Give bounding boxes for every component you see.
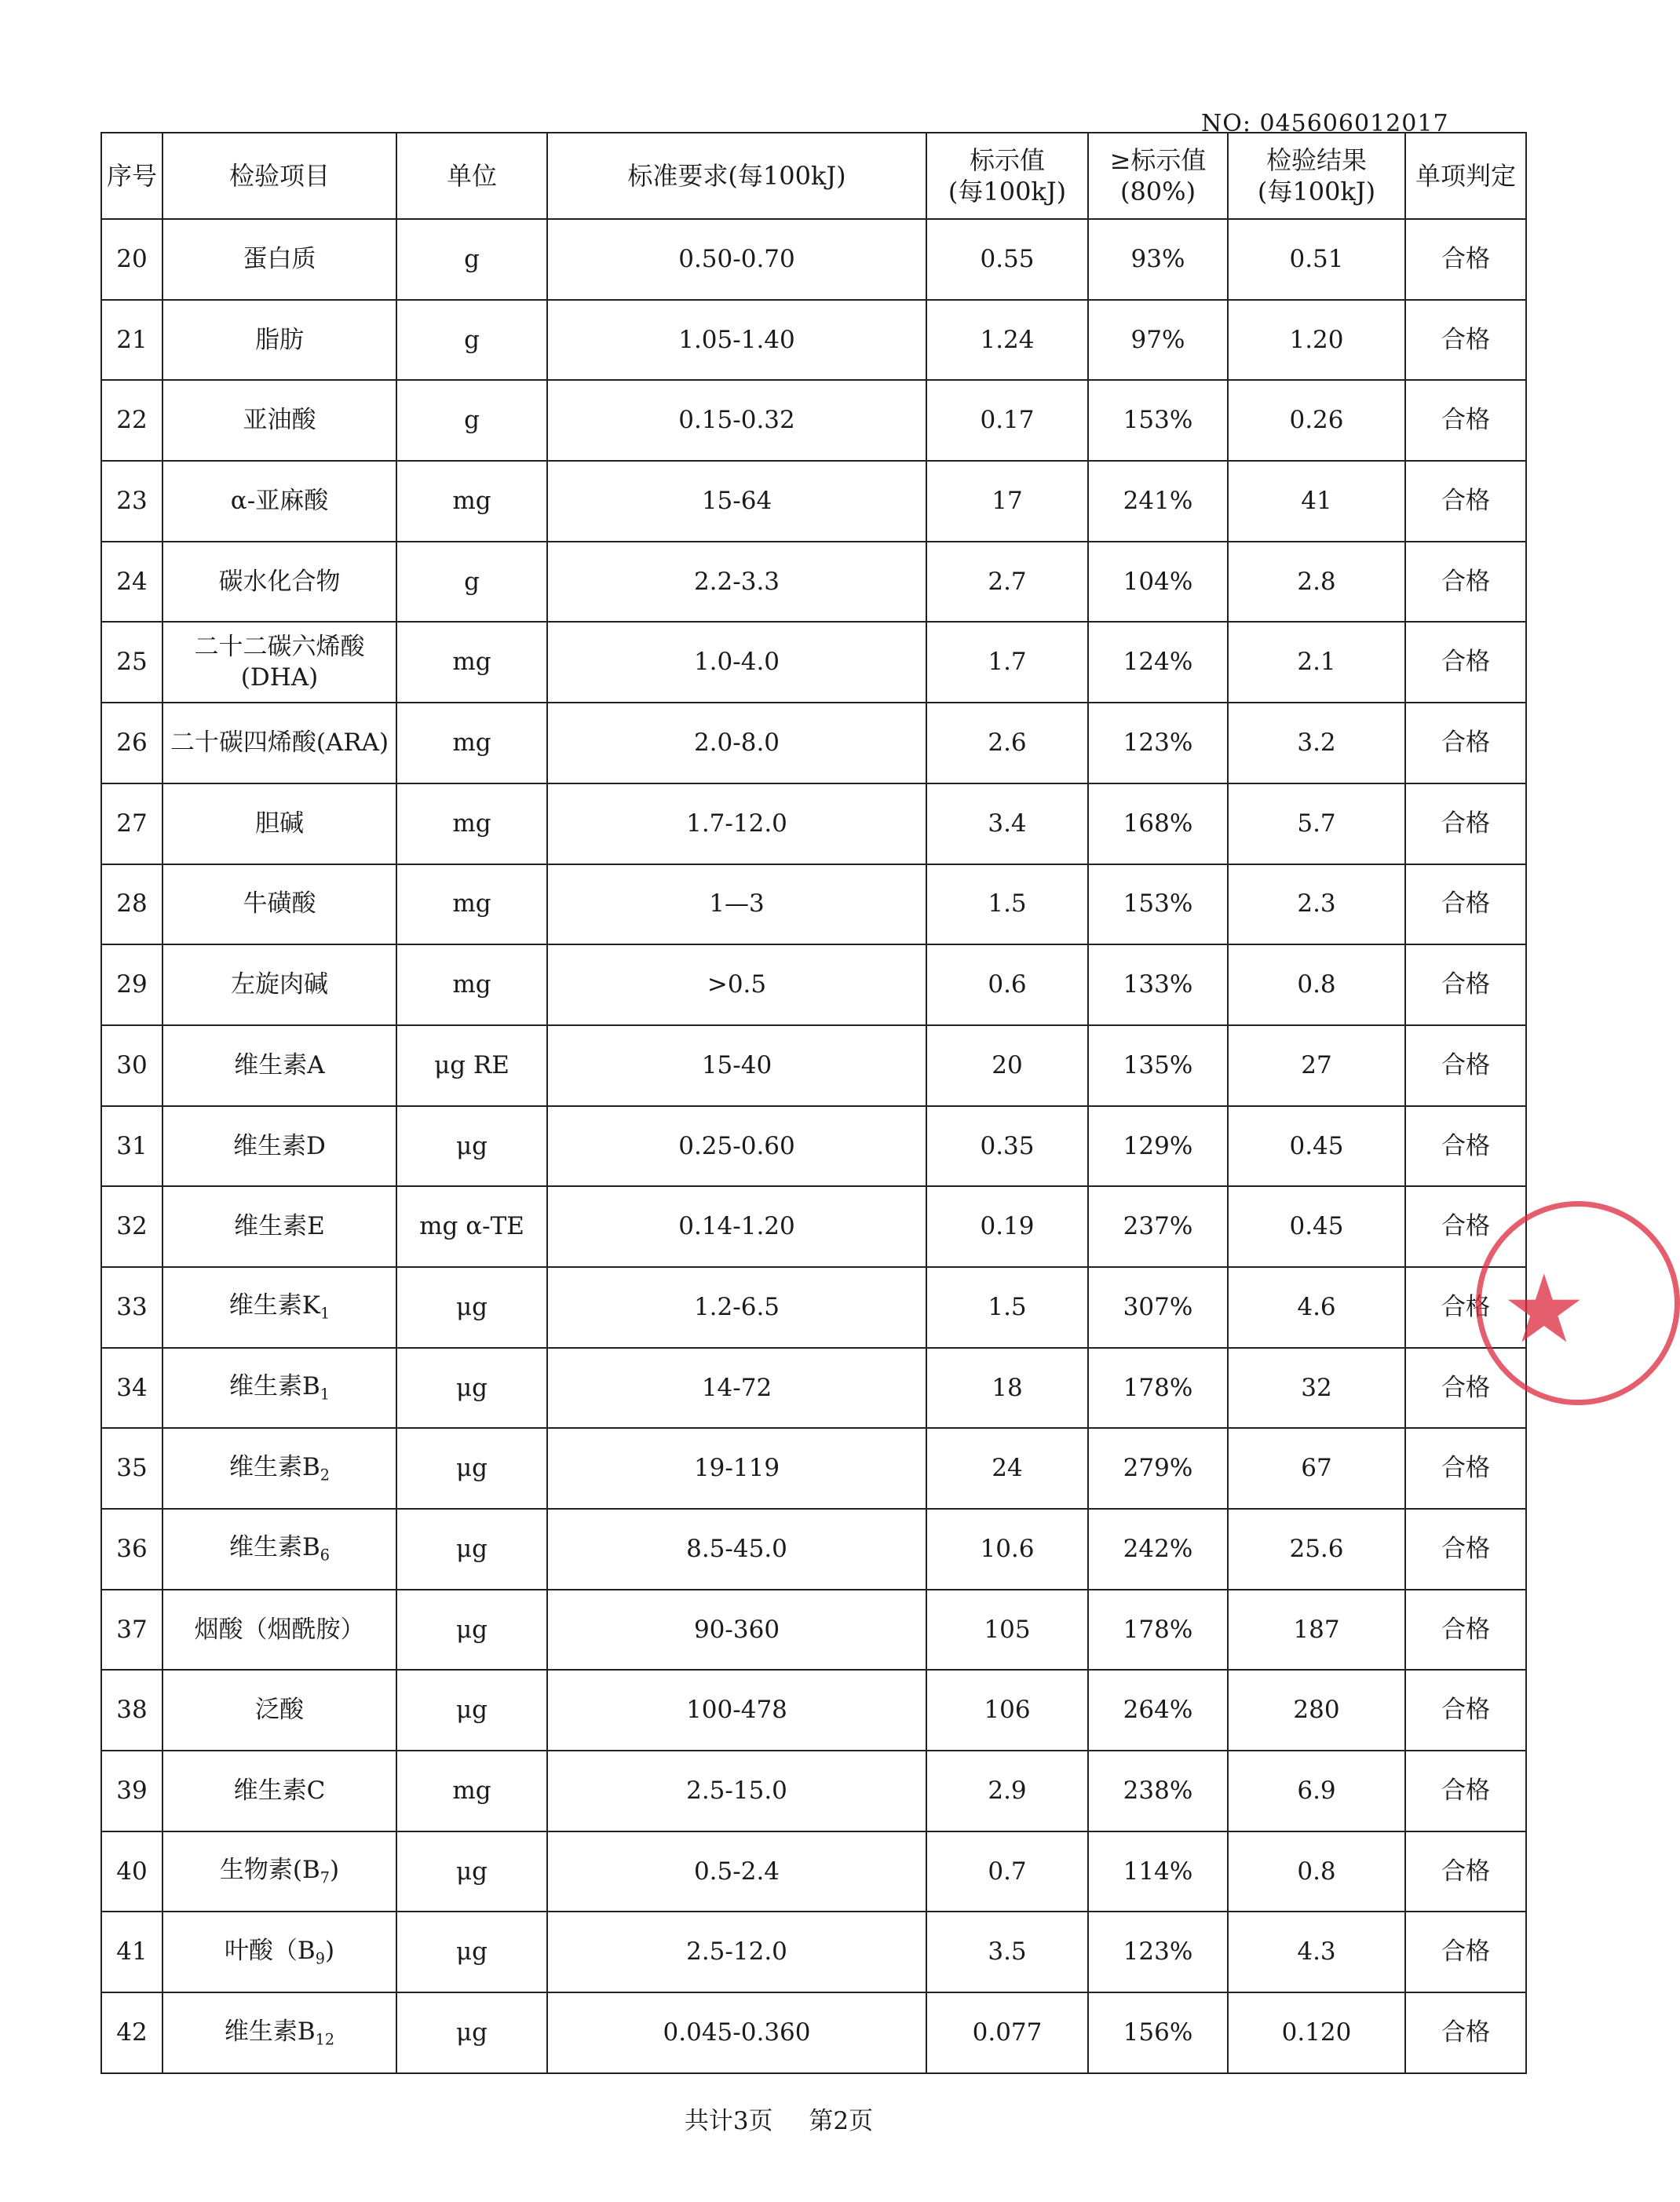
row-label-value: 0.6 [926, 944, 1088, 1025]
header-standard: 标准要求(每100kJ) [547, 133, 926, 219]
table-row [101, 461, 1526, 542]
row-percent: 153% [1088, 864, 1228, 945]
row-item-name: 牛磺酸 [243, 889, 316, 918]
row-item-subscript: 9 [315, 1949, 325, 1968]
row-item [163, 783, 396, 864]
row-item-name: 亚油酸 [243, 406, 316, 435]
row-label-value: 2.9 [926, 1751, 1088, 1831]
row-item [163, 1348, 396, 1429]
row-judgment: 合格 [1405, 783, 1526, 864]
row-seq: 34 [101, 1348, 163, 1429]
row-unit: g [396, 300, 547, 381]
row-judgment: 合格 [1405, 1831, 1526, 1912]
row-result: 280 [1228, 1670, 1405, 1751]
row-judgment: 合格 [1405, 1912, 1526, 1992]
row-unit: μg [396, 1590, 547, 1671]
row-seq: 28 [101, 864, 163, 945]
table-row [101, 1025, 1526, 1106]
row-item-name: 维生素B [229, 1452, 320, 1481]
row-item-subscript: 7 [320, 1868, 330, 1887]
row-unit: mg [396, 783, 547, 864]
row-percent: 242% [1088, 1509, 1228, 1590]
row-standard: 0.5-2.4 [547, 1831, 926, 1912]
row-item-name: 维生素B [229, 1372, 320, 1401]
row-result: 2.3 [1228, 864, 1405, 945]
row-judgment: 合格 [1405, 1590, 1526, 1671]
header-judgment: 单项判定 [1405, 133, 1526, 219]
table-row [101, 300, 1526, 381]
row-result: 0.45 [1228, 1106, 1405, 1187]
row-item [163, 1912, 396, 1992]
row-standard: 1.0-4.0 [547, 622, 926, 703]
row-seq: 27 [101, 783, 163, 864]
row-standard: 0.045-0.360 [547, 1992, 926, 2073]
row-unit: μg [396, 1912, 547, 1992]
row-percent: 153% [1088, 380, 1228, 461]
table-row [101, 1509, 1526, 1590]
row-standard: 19-119 [547, 1428, 926, 1509]
row-standard: 14-72 [547, 1348, 926, 1429]
table-row [101, 622, 1526, 703]
row-unit: mg [396, 1751, 547, 1831]
row-unit: mg [396, 622, 547, 703]
row-item [163, 703, 396, 783]
row-percent: 307% [1088, 1267, 1228, 1348]
row-result: 25.6 [1228, 1509, 1405, 1590]
row-standard: 2.5-15.0 [547, 1751, 926, 1831]
row-item [163, 1992, 396, 2073]
row-percent: 264% [1088, 1670, 1228, 1751]
row-item-suffix: ) [324, 1936, 335, 1965]
row-label-value: 0.077 [926, 1992, 1088, 2073]
row-unit: μg [396, 1670, 547, 1751]
row-item-name: 蛋白质 [243, 244, 316, 273]
row-judgment: 合格 [1405, 1267, 1526, 1348]
row-label-value: 0.55 [926, 219, 1088, 300]
row-percent: 178% [1088, 1348, 1228, 1429]
header-unit: 单位 [396, 133, 547, 219]
row-item-name: 碳水化合物 [218, 567, 341, 596]
row-percent: 104% [1088, 542, 1228, 623]
row-seq: 36 [101, 1509, 163, 1590]
row-item [163, 944, 396, 1025]
row-item-name: 生物素(B [219, 1856, 320, 1885]
row-item-name: 维生素B [224, 2017, 316, 2046]
row-standard: 1.7-12.0 [547, 783, 926, 864]
row-label-value: 20 [926, 1025, 1088, 1106]
row-item-name: 维生素C [233, 1777, 326, 1806]
row-item-name: 维生素D [233, 1131, 326, 1160]
header-seq: 序号 [101, 133, 163, 219]
row-item [163, 1428, 396, 1509]
row-item-suffix: ) [329, 1856, 340, 1885]
row-standard: 1.05-1.40 [547, 300, 926, 381]
table-row [101, 1428, 1526, 1509]
row-item-name: α-亚麻酸 [230, 487, 329, 516]
header-percent-line2: (80%) [1119, 177, 1196, 206]
row-unit: μg [396, 1831, 547, 1912]
row-unit: μg [396, 1106, 547, 1187]
total-pages: 共计3页 [684, 2107, 773, 2135]
official-seal-stamp [1476, 1201, 1680, 1405]
row-seq: 41 [101, 1912, 163, 1992]
row-result: 4.6 [1228, 1267, 1405, 1348]
row-item [163, 461, 396, 542]
row-result: 27 [1228, 1025, 1405, 1106]
row-seq: 21 [101, 300, 163, 381]
row-seq: 22 [101, 380, 163, 461]
row-judgment: 合格 [1405, 1348, 1526, 1429]
row-unit: mg [396, 703, 547, 783]
row-percent: 97% [1088, 300, 1228, 381]
row-label-value: 10.6 [926, 1509, 1088, 1590]
header-label-value-line1: 标示值 [969, 145, 1045, 175]
row-judgment: 合格 [1405, 944, 1526, 1025]
row-item-name: 脂肪 [255, 325, 304, 354]
row-percent: 241% [1088, 461, 1228, 542]
row-item-name: 维生素A [234, 1050, 325, 1079]
row-unit: mg [396, 864, 547, 945]
row-result: 187 [1228, 1590, 1405, 1671]
row-item [163, 1025, 396, 1106]
table-row [101, 1348, 1526, 1429]
row-standard: 15-40 [547, 1025, 926, 1106]
row-standard: 0.50-0.70 [547, 219, 926, 300]
row-item-subscript: 1 [320, 1305, 331, 1324]
table-row [101, 1267, 1526, 1348]
row-item [163, 380, 396, 461]
row-standard: 1—3 [547, 864, 926, 945]
row-seq: 35 [101, 1428, 163, 1509]
row-percent: 238% [1088, 1751, 1228, 1831]
row-percent: 135% [1088, 1025, 1228, 1106]
row-judgment: 合格 [1405, 1428, 1526, 1509]
header-label-value-line2: (每100kJ) [948, 177, 1067, 206]
row-item [163, 1267, 396, 1348]
row-judgment: 合格 [1405, 1670, 1526, 1751]
row-seq: 24 [101, 542, 163, 623]
row-result: 6.9 [1228, 1751, 1405, 1831]
row-seq: 30 [101, 1025, 163, 1106]
table-row [101, 1831, 1526, 1912]
row-percent: 133% [1088, 944, 1228, 1025]
row-item [163, 864, 396, 945]
row-judgment: 合格 [1405, 622, 1526, 703]
row-seq: 29 [101, 944, 163, 1025]
row-seq: 20 [101, 219, 163, 300]
table-row [101, 783, 1526, 864]
row-judgment: 合格 [1405, 300, 1526, 381]
row-standard: 8.5-45.0 [547, 1509, 926, 1590]
row-result: 0.8 [1228, 944, 1405, 1025]
row-label-value: 0.7 [926, 1831, 1088, 1912]
row-seq: 38 [101, 1670, 163, 1751]
row-result: 0.51 [1228, 219, 1405, 300]
row-item [163, 300, 396, 381]
row-seq: 42 [101, 1992, 163, 2073]
row-standard: 1.2-6.5 [547, 1267, 926, 1348]
row-percent: 168% [1088, 783, 1228, 864]
row-seq: 37 [101, 1590, 163, 1671]
row-standard: >0.5 [547, 944, 926, 1025]
row-item-subscript: 12 [315, 2030, 335, 2049]
header-percent-line1: ≥标示值 [1109, 145, 1207, 175]
row-standard: 90-360 [547, 1590, 926, 1671]
seal-star-icon: ★ [1502, 1255, 1587, 1364]
row-label-value: 24 [926, 1428, 1088, 1509]
row-item-name: 维生素E [234, 1212, 325, 1241]
row-percent: 237% [1088, 1186, 1228, 1267]
row-percent: 123% [1088, 1912, 1228, 1992]
row-label-value: 106 [926, 1670, 1088, 1751]
table-row [101, 542, 1526, 623]
table-row [101, 1912, 1526, 1992]
row-percent: 114% [1088, 1831, 1228, 1912]
row-result: 5.7 [1228, 783, 1405, 864]
row-item-name: 二十碳四烯酸(ARA) [170, 729, 389, 758]
row-percent: 93% [1088, 219, 1228, 300]
row-standard: 2.2-3.3 [547, 542, 926, 623]
header-label-value [926, 133, 1088, 219]
row-percent: 178% [1088, 1590, 1228, 1671]
header-result-line1: 检验结果 [1265, 145, 1367, 175]
row-standard: 2.5-12.0 [547, 1912, 926, 1992]
row-result: 0.120 [1228, 1992, 1405, 2073]
row-label-value: 17 [926, 461, 1088, 542]
row-item-name: 维生素B [229, 1533, 320, 1562]
row-percent: 124% [1088, 622, 1228, 703]
table-row [101, 864, 1526, 945]
row-seq: 25 [101, 622, 163, 703]
row-item-name: 烟酸（烟酰胺） [194, 1615, 365, 1644]
row-percent: 156% [1088, 1992, 1228, 2073]
row-result: 1.20 [1228, 300, 1405, 381]
row-seq: 40 [101, 1831, 163, 1912]
current-page: 第2页 [809, 2107, 874, 2135]
row-label-value: 1.5 [926, 864, 1088, 945]
row-seq: 23 [101, 461, 163, 542]
row-item-name: 泛酸 [255, 1696, 304, 1725]
table-row [101, 1992, 1526, 2073]
row-label-value: 2.6 [926, 703, 1088, 783]
table-row [101, 1751, 1526, 1831]
row-judgment: 合格 [1405, 1025, 1526, 1106]
row-judgment: 合格 [1405, 1751, 1526, 1831]
table-row [101, 944, 1526, 1025]
row-label-value: 1.24 [926, 300, 1088, 381]
row-item-name: 叶酸（B [224, 1936, 316, 1965]
row-result: 2.1 [1228, 622, 1405, 703]
row-standard: 0.25-0.60 [547, 1106, 926, 1187]
inspection-results-table [100, 132, 1527, 2074]
row-item [163, 1751, 396, 1831]
row-label-value: 0.35 [926, 1106, 1088, 1187]
row-unit: μg [396, 1992, 547, 2073]
row-label-value: 3.5 [926, 1912, 1088, 1992]
row-judgment: 合格 [1405, 1106, 1526, 1187]
row-item [163, 1509, 396, 1590]
table-row [101, 380, 1526, 461]
table-row [101, 703, 1526, 783]
row-unit: mg [396, 461, 547, 542]
row-label-value: 2.7 [926, 542, 1088, 623]
row-unit: μg [396, 1509, 547, 1590]
row-unit: g [396, 542, 547, 623]
row-seq: 26 [101, 703, 163, 783]
row-unit: g [396, 380, 547, 461]
table-row [101, 1590, 1526, 1671]
row-standard: 0.14-1.20 [547, 1186, 926, 1267]
row-result: 67 [1228, 1428, 1405, 1509]
row-item-name: 胆碱 [255, 809, 304, 838]
row-result: 3.2 [1228, 703, 1405, 783]
row-judgment: 合格 [1405, 461, 1526, 542]
row-judgment: 合格 [1405, 1509, 1526, 1590]
row-seq: 33 [101, 1267, 163, 1348]
row-standard: 15-64 [547, 461, 926, 542]
row-judgment: 合格 [1405, 1186, 1526, 1267]
row-percent: 123% [1088, 703, 1228, 783]
row-unit: μg [396, 1267, 547, 1348]
row-result: 32 [1228, 1348, 1405, 1429]
row-item [163, 542, 396, 623]
row-label-value: 0.19 [926, 1186, 1088, 1267]
row-label-value: 18 [926, 1348, 1088, 1429]
row-item [163, 1831, 396, 1912]
row-standard: 100-478 [547, 1670, 926, 1751]
row-item [163, 1186, 396, 1267]
row-unit: μg RE [396, 1025, 547, 1106]
row-unit: μg [396, 1348, 547, 1429]
row-label-value: 1.5 [926, 1267, 1088, 1348]
table-row [101, 1670, 1526, 1751]
row-item-subscript: 1 [320, 1385, 330, 1404]
row-percent: 129% [1088, 1106, 1228, 1187]
row-label-value: 3.4 [926, 783, 1088, 864]
row-seq: 31 [101, 1106, 163, 1187]
row-item-subscript: 2 [320, 1466, 330, 1484]
header-result-line2: (每100kJ) [1257, 177, 1376, 206]
row-result: 0.26 [1228, 380, 1405, 461]
row-item-name: 二十二碳六烯酸 (DHA) [194, 633, 365, 692]
row-seq: 32 [101, 1186, 163, 1267]
row-item [163, 1106, 396, 1187]
row-item-subscript: 6 [320, 1547, 330, 1565]
row-result: 4.3 [1228, 1912, 1405, 1992]
row-item [163, 622, 396, 703]
row-judgment: 合格 [1405, 542, 1526, 623]
row-unit: μg [396, 1428, 547, 1509]
row-item [163, 1590, 396, 1671]
row-judgment: 合格 [1405, 219, 1526, 300]
row-unit: g [396, 219, 547, 300]
header-item: 检验项目 [163, 133, 396, 219]
row-judgment: 合格 [1405, 380, 1526, 461]
row-standard: 0.15-0.32 [547, 380, 926, 461]
header-percent [1088, 133, 1228, 219]
row-result: 0.8 [1228, 1831, 1405, 1912]
row-item-name: 左旋肉碱 [231, 970, 328, 999]
row-unit: mg [396, 944, 547, 1025]
row-unit: mg α-TE [396, 1186, 547, 1267]
table-row [101, 1106, 1526, 1187]
row-result: 41 [1228, 461, 1405, 542]
row-label-value: 1.7 [926, 622, 1088, 703]
row-judgment: 合格 [1405, 864, 1526, 945]
row-item [163, 219, 396, 300]
row-item [163, 1670, 396, 1751]
row-percent: 279% [1088, 1428, 1228, 1509]
table-header-row [101, 133, 1526, 219]
row-result: 0.45 [1228, 1186, 1405, 1267]
header-result [1228, 133, 1405, 219]
row-item-name: 维生素K [228, 1291, 320, 1320]
page-footer [0, 2101, 1558, 2136]
report-number: NO: 045606012017 [1201, 110, 1449, 137]
table-row [101, 1186, 1526, 1267]
row-judgment: 合格 [1405, 1992, 1526, 2073]
row-standard: 2.0-8.0 [547, 703, 926, 783]
row-label-value: 0.17 [926, 380, 1088, 461]
row-result: 2.8 [1228, 542, 1405, 623]
row-label-value: 105 [926, 1590, 1088, 1671]
row-seq: 39 [101, 1751, 163, 1831]
row-judgment: 合格 [1405, 703, 1526, 783]
table-row [101, 219, 1526, 300]
